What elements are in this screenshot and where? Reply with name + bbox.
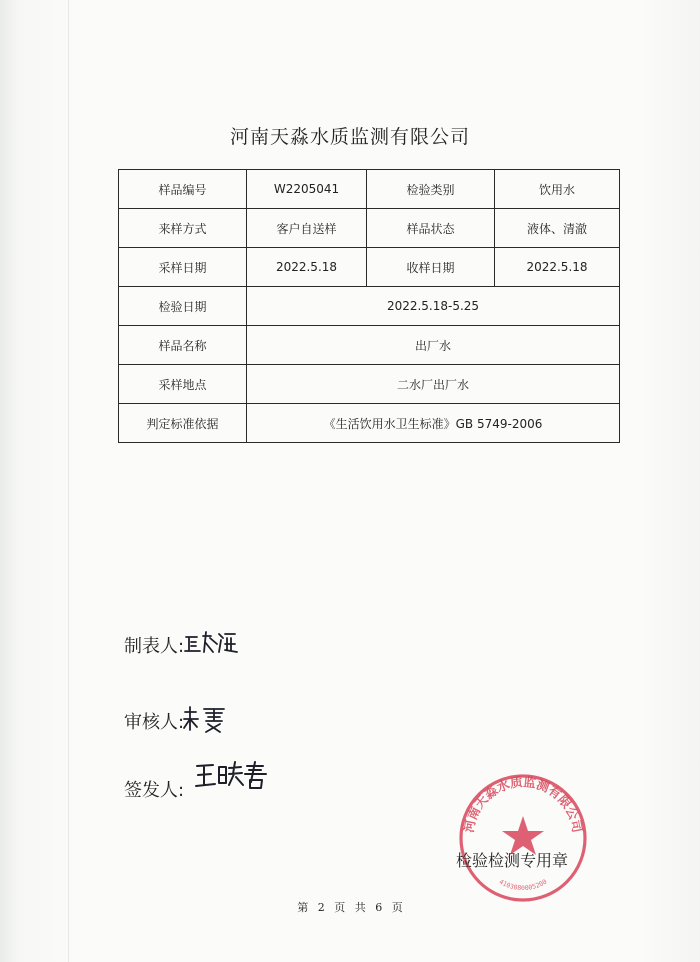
sample-no-label: 样品编号 (119, 170, 247, 209)
sampling-method-label: 来样方式 (119, 209, 247, 248)
prepared-by-signature (183, 628, 243, 658)
report-info-table (118, 169, 620, 443)
reviewed-by-signature (182, 704, 237, 734)
test-category-label: 检验类别 (367, 170, 495, 209)
sampling-method-value: 客户自送样 (247, 209, 367, 248)
page-number: 第 2 页 共 6 页 (297, 901, 403, 914)
receive-date-value: 2022.5.18 (495, 248, 620, 287)
receive-date-label: 收样日期 (367, 248, 495, 287)
table-row (119, 209, 620, 248)
sampling-date-value: 2022.5.18 (247, 248, 367, 287)
table-row (119, 248, 620, 287)
table-row (119, 170, 620, 209)
test-category-value: 饮用水 (495, 170, 620, 209)
company-title: 河南天淼水质监测有限公司 (229, 126, 470, 148)
prepared-by-label: 制表人: (124, 636, 185, 657)
sample-state-label: 样品状态 (367, 209, 495, 248)
official-seal (455, 770, 591, 906)
sample-state-value: 液体、清澈 (495, 209, 620, 248)
sampling-site-label: 采样地点 (119, 365, 247, 404)
table-row (119, 287, 620, 326)
seal-arc-text: 河南天淼水质监测有限公司 (460, 774, 586, 834)
test-date-value: 2022.5.18-5.25 (247, 287, 620, 326)
standard-value: 《生活饮用水卫生标准》GB 5749-2006 (247, 404, 620, 443)
seal-caption: 检验检测专用章 (456, 851, 569, 870)
issued-by-label: 签发人: (124, 780, 185, 801)
sampling-date-label: 采样日期 (119, 248, 247, 287)
standard-label: 判定标准依据 (119, 404, 247, 443)
table-row (119, 326, 620, 365)
sample-no-value: W2205041 (247, 170, 367, 209)
sample-name-label: 样品名称 (119, 326, 247, 365)
issued-by-signature (193, 758, 273, 792)
svg-text:4103080005200 (498, 878, 549, 892)
test-date-label: 检验日期 (119, 287, 247, 326)
seal-number: 4103080005200 (497, 877, 549, 893)
table-row (119, 404, 620, 443)
sampling-site-value: 二水厂出厂水 (247, 365, 620, 404)
sample-name-value: 出厂水 (247, 326, 620, 365)
reviewed-by-label: 审核人: (124, 712, 185, 733)
table-row (119, 365, 620, 404)
